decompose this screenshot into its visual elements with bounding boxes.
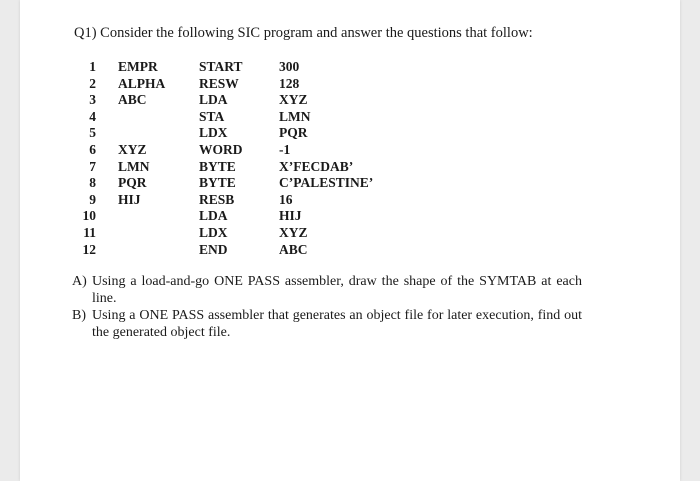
line-number: 9 (89, 191, 96, 207)
label-field: LMN (118, 158, 150, 174)
label-field: ABC (118, 92, 147, 108)
label-field: PQR (118, 175, 147, 191)
line-number: 7 (89, 158, 96, 174)
line-number: 4 (89, 108, 96, 124)
opcode-field: BYTE (199, 175, 236, 191)
opcode-field: BYTE (199, 158, 236, 174)
operand-field: ABC (279, 241, 308, 257)
opcode-field: LDA (199, 208, 228, 224)
line-number: 12 (82, 241, 96, 257)
opcode-field: STA (199, 108, 225, 124)
line-number: 3 (89, 92, 96, 108)
operand-field: XYZ (279, 224, 308, 240)
opcode-field: RESW (199, 75, 239, 91)
operand-field: -1 (279, 141, 291, 157)
question-parts (72, 274, 582, 342)
operand-field: XYZ (279, 92, 308, 108)
label-field: ALPHA (118, 75, 166, 91)
question-title: Q1) Consider the following SIC program and answer the questions that follow: (74, 25, 533, 41)
operand-field: X’FECDAB’ (279, 158, 354, 174)
opcode-field: LDX (199, 125, 228, 141)
line-number: 8 (89, 175, 96, 191)
opcode-field: RESB (199, 191, 235, 207)
operand-field: HIJ (279, 208, 302, 224)
question-part (72, 274, 582, 307)
line-number: 6 (89, 141, 96, 157)
line-number: 10 (82, 208, 96, 224)
operand-field: 128 (279, 75, 300, 91)
label-field: HIJ (118, 191, 141, 207)
operand-field: C’PALESTINE’ (279, 175, 374, 191)
line-number: 2 (89, 75, 96, 91)
part-letter: A) (72, 274, 87, 289)
opcode-field: END (199, 241, 228, 257)
opcode-field: LDA (199, 92, 228, 108)
question-part (72, 308, 582, 341)
operand-field: 300 (279, 59, 300, 74)
label-field: XYZ (118, 141, 147, 157)
part-letter: B) (72, 308, 86, 323)
label-field: EMPR (118, 59, 158, 74)
line-number: 11 (83, 224, 96, 240)
part-text: Using a load-and-go ONE PASS assembler, draw the shape of the SYMTAB at each line. (92, 274, 582, 306)
opcode-field: WORD (199, 141, 243, 157)
operand-field: PQR (279, 125, 308, 141)
opcode-field: LDX (199, 224, 228, 240)
part-text: Using a ONE PASS assembler that generates an object file for later execution, find out the generated object file. (92, 308, 582, 340)
line-number: 5 (89, 125, 96, 141)
operand-field: 16 (279, 191, 293, 207)
document-page (20, 0, 680, 481)
line-number: 1 (89, 59, 96, 74)
opcode-field: START (199, 59, 243, 74)
operand-field: LMN (279, 108, 311, 124)
